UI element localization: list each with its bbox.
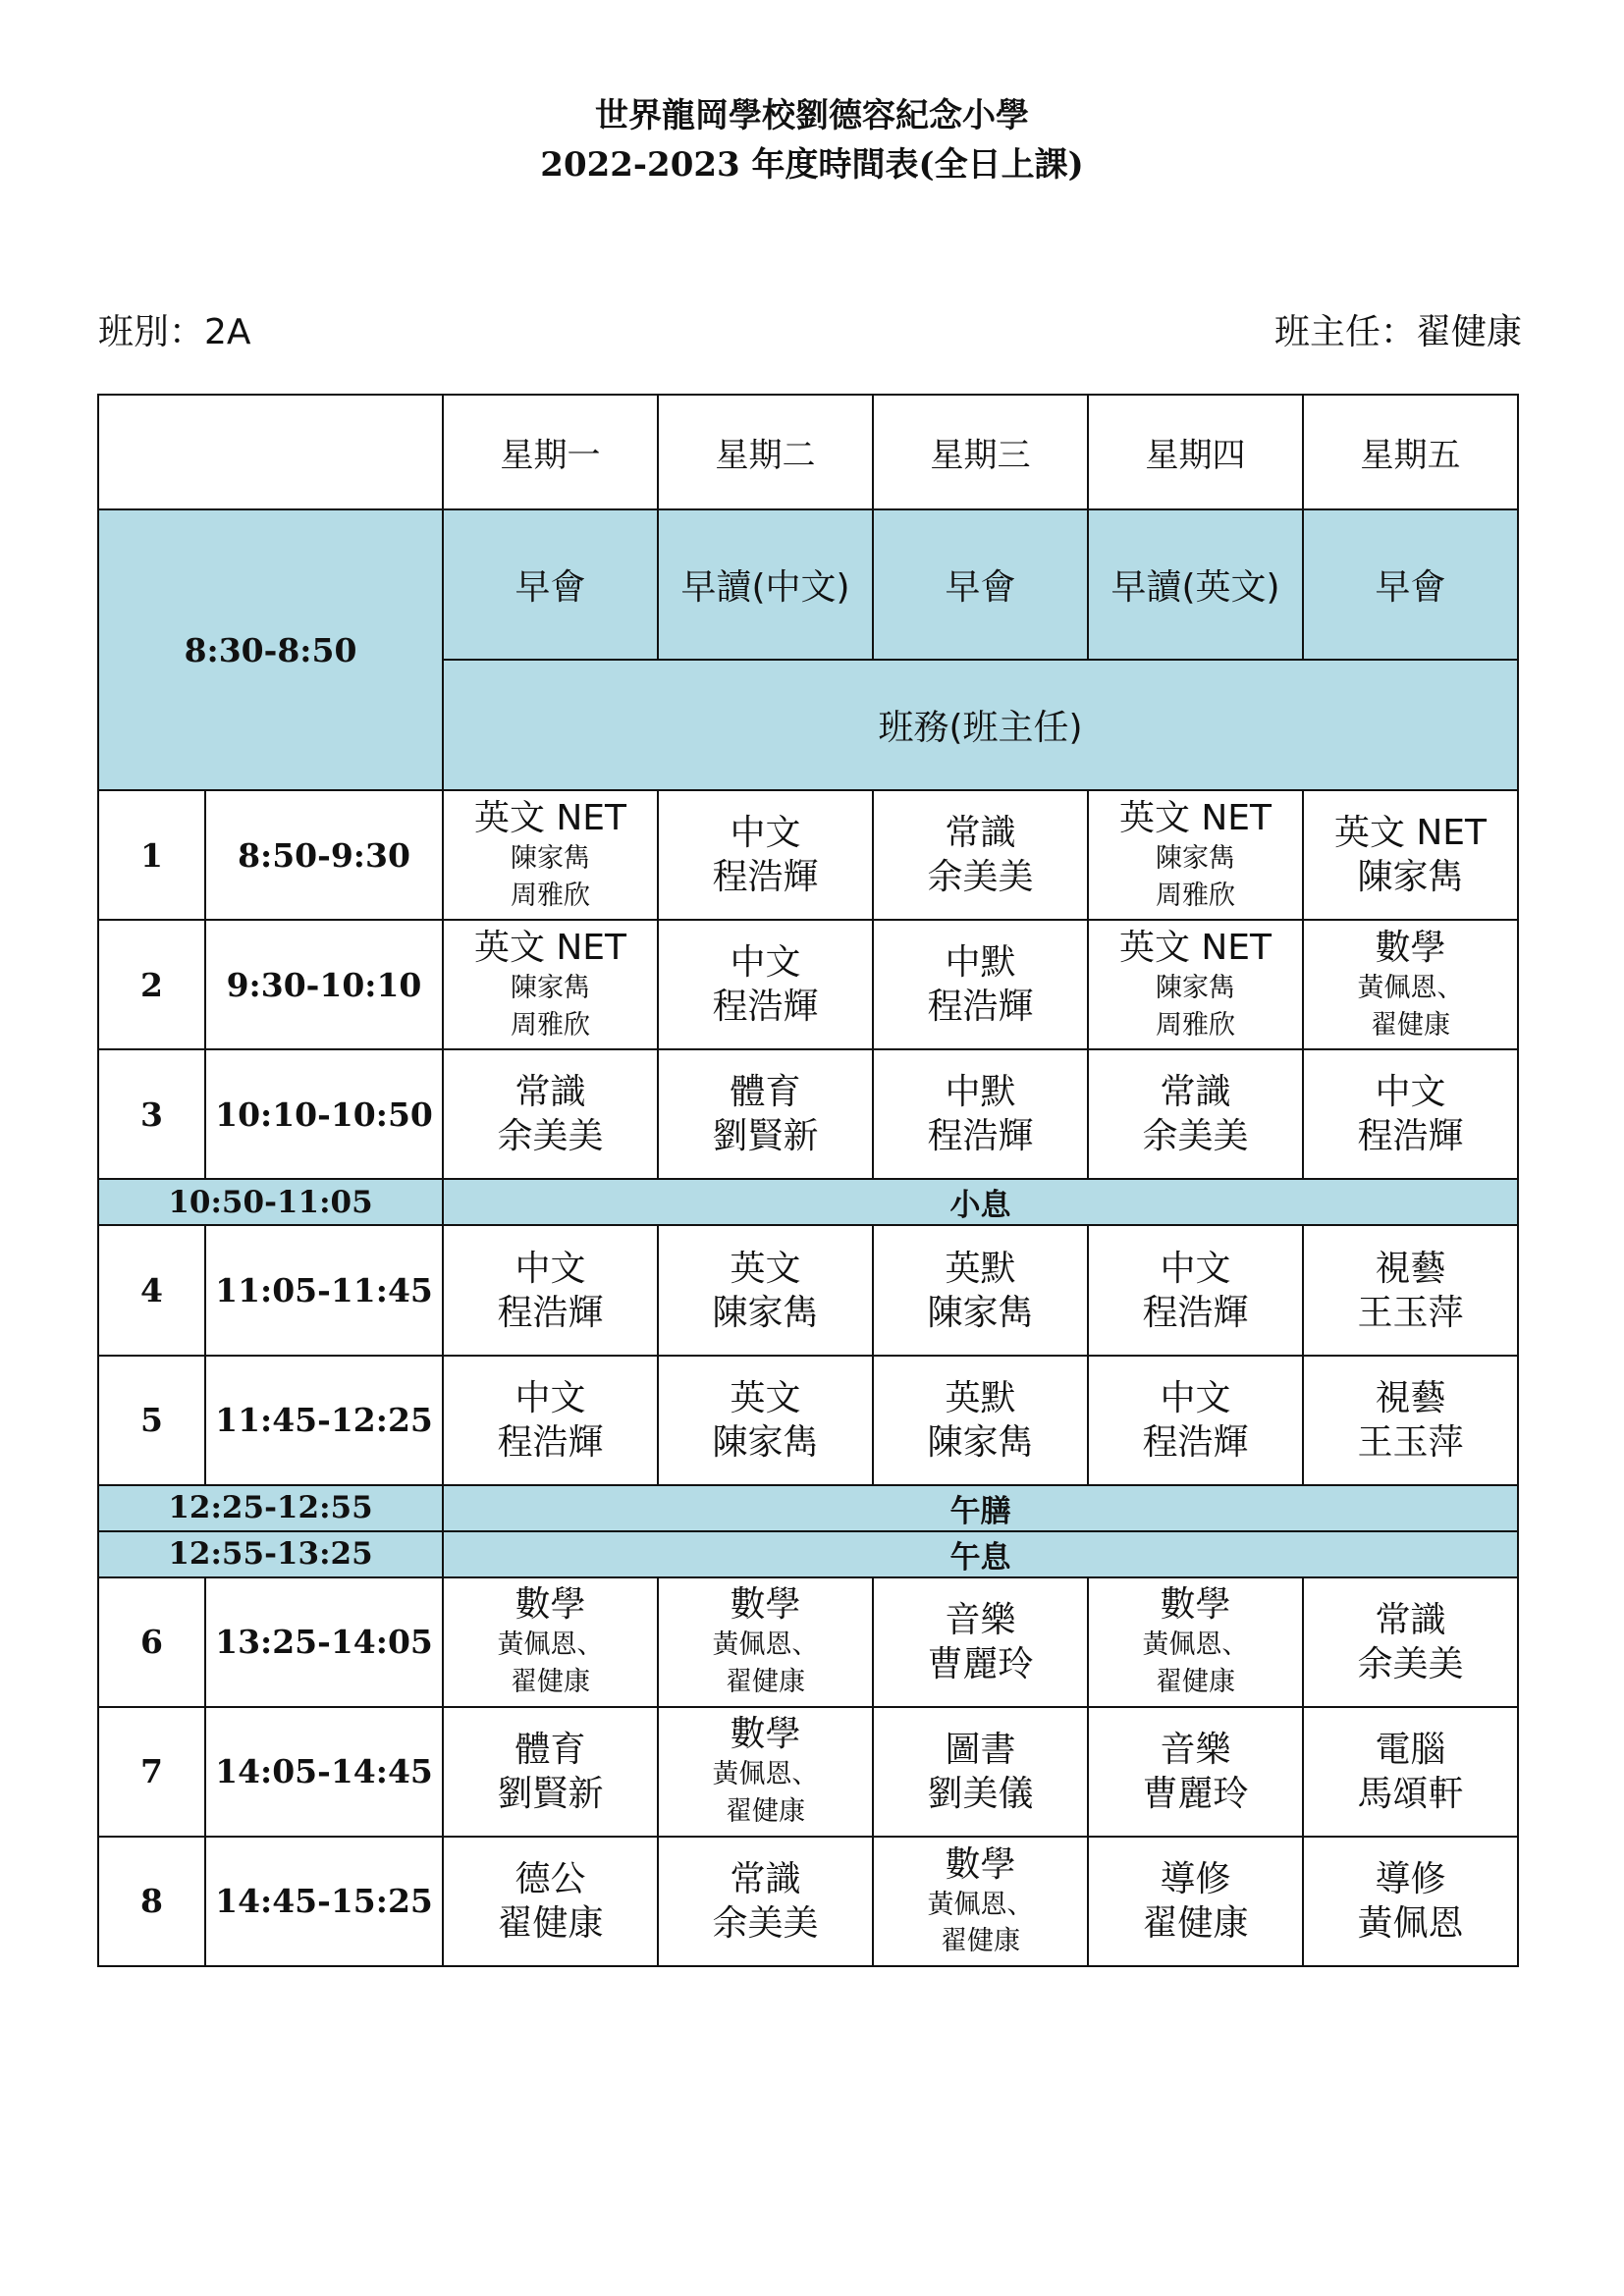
- lesson-teacher: 余美美: [1142, 1116, 1249, 1157]
- lesson-subject: 視藝: [1375, 1248, 1446, 1289]
- lesson-cell-tue: [658, 1356, 873, 1485]
- lesson-cell-thu: [1088, 920, 1303, 1049]
- lunch-row: [98, 1485, 1518, 1531]
- lesson-subject: 中文: [730, 813, 801, 854]
- lesson-cell-fri: [1303, 1837, 1518, 1966]
- lesson-teacher: 劉美儀: [927, 1773, 1034, 1814]
- rest-row: [98, 1531, 1518, 1577]
- lesson-subject: 數學: [1375, 928, 1446, 969]
- lesson-cell-tue: [658, 1707, 873, 1837]
- lesson-cell-tue: [658, 790, 873, 920]
- lesson-cell-wed: [873, 920, 1088, 1049]
- recess-time: 10:50-11:05: [98, 1179, 443, 1225]
- day-header-wed: 星期三: [873, 395, 1088, 509]
- header-corner: [98, 395, 443, 509]
- lesson-teacher: 曹麗玲: [927, 1643, 1034, 1684]
- lesson-teacher: 翟健康: [497, 1902, 604, 1944]
- lesson-teacher: 余美美: [497, 1116, 604, 1157]
- lesson-teacher: 陳家雋 周雅欣: [1156, 842, 1235, 911]
- lesson-teacher: 劉賢新: [712, 1116, 819, 1157]
- lesson-subject: 常識: [730, 1858, 801, 1899]
- lunch-time: 12:25-12:55: [98, 1485, 443, 1531]
- lesson-teacher: 程浩輝: [1357, 1116, 1464, 1157]
- period-number: 5: [98, 1356, 205, 1485]
- header-row: [98, 395, 1518, 509]
- period-number: 4: [98, 1225, 205, 1355]
- lesson-cell-fri: [1303, 920, 1518, 1049]
- morning-activity-fri: 早會: [1303, 509, 1518, 660]
- lesson-teacher: 程浩輝: [712, 857, 819, 898]
- period-row: [98, 1225, 1518, 1355]
- lesson-subject: 音樂: [945, 1599, 1016, 1640]
- lesson-teacher: 王玉萍: [1357, 1421, 1464, 1463]
- lesson-subject: 英默: [945, 1377, 1016, 1418]
- period-row: [98, 920, 1518, 1049]
- lesson-cell-thu: [1088, 1356, 1303, 1485]
- class-teacher-label: 班主任：翟健康: [1273, 312, 1522, 352]
- lesson-teacher: 陳家雋 周雅欣: [1156, 973, 1235, 1041]
- lesson-teacher: 程浩輝: [497, 1421, 604, 1463]
- lesson-teacher: 劉賢新: [497, 1773, 604, 1814]
- lesson-subject: 英文: [730, 1248, 801, 1289]
- day-header-tue: 星期二: [658, 395, 873, 509]
- lesson-cell-mon: [443, 1707, 658, 1837]
- morning-activity-tue: 早讀(中文): [658, 509, 873, 660]
- lesson-teacher: 翟健康: [1142, 1902, 1249, 1944]
- lesson-teacher: 余美美: [712, 1902, 819, 1944]
- lesson-teacher: 余美美: [1357, 1643, 1464, 1684]
- lesson-cell-wed: [873, 1356, 1088, 1485]
- period-time: 13:25-14:05: [205, 1577, 443, 1707]
- lesson-subject: 數學: [1160, 1584, 1231, 1626]
- lesson-teacher: 程浩輝: [927, 1116, 1034, 1157]
- lesson-subject: 體育: [514, 1729, 586, 1770]
- lesson-subject: 中文: [1375, 1072, 1446, 1113]
- lesson-cell-wed: [873, 1049, 1088, 1179]
- lesson-teacher: 黃佩恩、 翟健康: [927, 1889, 1034, 1957]
- lesson-teacher: 黃佩恩、 翟健康: [712, 1629, 819, 1698]
- lesson-cell-mon: [443, 1356, 658, 1485]
- lesson-cell-mon: [443, 1225, 658, 1355]
- period-number: 6: [98, 1577, 205, 1707]
- period-number: 3: [98, 1049, 205, 1179]
- lesson-teacher: 陳家雋: [1357, 857, 1464, 898]
- period-row: [98, 1577, 1518, 1707]
- school-name: 世界龍岡學校劉德容紀念小學: [595, 96, 1029, 135]
- period-row: [98, 1707, 1518, 1837]
- class-affairs: 班務(班主任): [443, 660, 1518, 790]
- period-time: 11:45-12:25: [205, 1356, 443, 1485]
- period-time: 14:05-14:45: [205, 1707, 443, 1837]
- period-time: 8:50-9:30: [205, 790, 443, 920]
- lesson-cell-thu: [1088, 1225, 1303, 1355]
- lesson-teacher: 黃佩恩、 翟健康: [712, 1759, 819, 1828]
- lesson-teacher: 黃佩恩: [1357, 1902, 1464, 1944]
- lesson-cell-wed: [873, 790, 1088, 920]
- period-row: [98, 1837, 1518, 1966]
- lesson-cell-thu: [1088, 1837, 1303, 1966]
- lesson-subject: 導修: [1160, 1858, 1231, 1899]
- lesson-subject: 電腦: [1375, 1729, 1446, 1770]
- lesson-cell-tue: [658, 1049, 873, 1179]
- lesson-subject: 數學: [945, 1843, 1016, 1885]
- lesson-subject: 數學: [730, 1584, 801, 1626]
- lesson-teacher: 馬頌軒: [1357, 1773, 1464, 1814]
- lesson-teacher: 余美美: [927, 857, 1034, 898]
- lesson-subject: 中文: [1160, 1248, 1231, 1289]
- period-number: 2: [98, 920, 205, 1049]
- lesson-subject: 數學: [730, 1714, 801, 1755]
- lesson-cell-tue: [658, 1837, 873, 1966]
- lesson-cell-wed: [873, 1837, 1088, 1966]
- recess-label: 小息: [443, 1179, 1518, 1225]
- lesson-cell-fri: [1303, 1049, 1518, 1179]
- lesson-subject: 中默: [945, 942, 1016, 984]
- lesson-cell-mon: [443, 1049, 658, 1179]
- lesson-teacher: 程浩輝: [1142, 1292, 1249, 1333]
- lesson-teacher: 陳家雋 周雅欣: [511, 842, 590, 911]
- lesson-teacher: 曹麗玲: [1142, 1773, 1249, 1814]
- period-row: [98, 1356, 1518, 1485]
- lesson-cell-fri: [1303, 1225, 1518, 1355]
- lesson-subject: 音樂: [1160, 1729, 1231, 1770]
- lesson-cell-mon: [443, 1577, 658, 1707]
- lesson-cell-mon: [443, 920, 658, 1049]
- lesson-subject: 中默: [945, 1072, 1016, 1113]
- lesson-subject: 常識: [945, 813, 1016, 854]
- recess-row: [98, 1179, 1518, 1225]
- lesson-subject: 中文: [1160, 1377, 1231, 1418]
- lesson-cell-wed: [873, 1707, 1088, 1837]
- lesson-teacher: 陳家雋: [712, 1292, 819, 1333]
- rest-time: 12:55-13:25: [98, 1531, 443, 1577]
- lesson-cell-thu: [1088, 790, 1303, 920]
- day-header-mon: 星期一: [443, 395, 658, 509]
- period-number: 8: [98, 1837, 205, 1966]
- lesson-subject: 常識: [1160, 1072, 1231, 1113]
- lesson-teacher: 程浩輝: [712, 987, 819, 1028]
- lesson-teacher: 程浩輝: [497, 1292, 604, 1333]
- lesson-subject: 體育: [730, 1072, 801, 1113]
- lesson-teacher: 黃佩恩、 翟健康: [1142, 1629, 1249, 1698]
- lesson-teacher: 王玉萍: [1357, 1292, 1464, 1333]
- lesson-subject: 導修: [1375, 1858, 1446, 1899]
- lesson-cell-thu: [1088, 1577, 1303, 1707]
- day-header-thu: 星期四: [1088, 395, 1303, 509]
- morning-row: [98, 509, 1518, 660]
- lesson-cell-mon: [443, 1837, 658, 1966]
- period-time: 9:30-10:10: [205, 920, 443, 1049]
- lesson-cell-mon: [443, 790, 658, 920]
- lesson-teacher: 陳家雋: [927, 1292, 1034, 1333]
- lesson-subject: 中文: [514, 1248, 586, 1289]
- morning-activity-wed: 早會: [873, 509, 1088, 660]
- lesson-cell-tue: [658, 1577, 873, 1707]
- class-label: 班別：2A: [98, 312, 251, 352]
- lunch-label: 午膳: [443, 1485, 1518, 1531]
- lesson-cell-thu: [1088, 1049, 1303, 1179]
- lesson-cell-wed: [873, 1225, 1088, 1355]
- lesson-cell-tue: [658, 920, 873, 1049]
- lesson-teacher: 陳家雋 周雅欣: [511, 973, 590, 1041]
- rest-label: 午息: [443, 1531, 1518, 1577]
- day-header-fri: 星期五: [1303, 395, 1518, 509]
- lesson-cell-wed: [873, 1577, 1088, 1707]
- lesson-subject: 視藝: [1375, 1377, 1446, 1418]
- lesson-cell-fri: [1303, 790, 1518, 920]
- period-row: [98, 1049, 1518, 1179]
- timetable: [97, 394, 1519, 1967]
- period-number: 7: [98, 1707, 205, 1837]
- timetable-title: 2022-2023 年度時間表(全日上課): [540, 145, 1084, 185]
- lesson-cell-fri: [1303, 1356, 1518, 1485]
- morning-time: 8:30-8:50: [98, 509, 443, 790]
- lesson-subject: 中文: [514, 1377, 586, 1418]
- period-row: [98, 790, 1518, 920]
- lesson-teacher: 黃佩恩、 翟健康: [497, 1629, 604, 1698]
- lesson-teacher: 黃佩恩、 翟健康: [1357, 973, 1464, 1041]
- lesson-teacher: 陳家雋: [712, 1421, 819, 1463]
- lesson-cell-fri: [1303, 1707, 1518, 1837]
- lesson-subject: 圖書: [945, 1729, 1016, 1770]
- lesson-subject: 英文 NET: [1333, 813, 1488, 854]
- lesson-subject: 中文: [730, 942, 801, 984]
- lesson-subject: 英默: [945, 1248, 1016, 1289]
- lesson-teacher: 陳家雋: [927, 1421, 1034, 1463]
- lesson-subject: 數學: [514, 1584, 586, 1626]
- period-time: 10:10-10:50: [205, 1049, 443, 1179]
- morning-activity-thu: 早讀(英文): [1088, 509, 1303, 660]
- lesson-subject: 常識: [514, 1072, 586, 1113]
- lesson-cell-thu: [1088, 1707, 1303, 1837]
- morning-activity-mon: 早會: [443, 509, 658, 660]
- lesson-cell-fri: [1303, 1577, 1518, 1707]
- lesson-subject: 英文: [730, 1377, 801, 1418]
- lesson-subject: 英文 NET: [1118, 928, 1272, 969]
- lesson-teacher: 程浩輝: [927, 987, 1034, 1028]
- lesson-subject: 英文 NET: [1118, 797, 1272, 838]
- lesson-subject: 常識: [1375, 1599, 1446, 1640]
- lesson-subject: 德公: [514, 1858, 586, 1899]
- period-time: 14:45-15:25: [205, 1837, 443, 1966]
- lesson-cell-tue: [658, 1225, 873, 1355]
- lesson-teacher: 程浩輝: [1142, 1421, 1249, 1463]
- lesson-subject: 英文 NET: [473, 928, 627, 969]
- period-number: 1: [98, 790, 205, 920]
- lesson-subject: 英文 NET: [473, 797, 627, 838]
- period-time: 11:05-11:45: [205, 1225, 443, 1355]
